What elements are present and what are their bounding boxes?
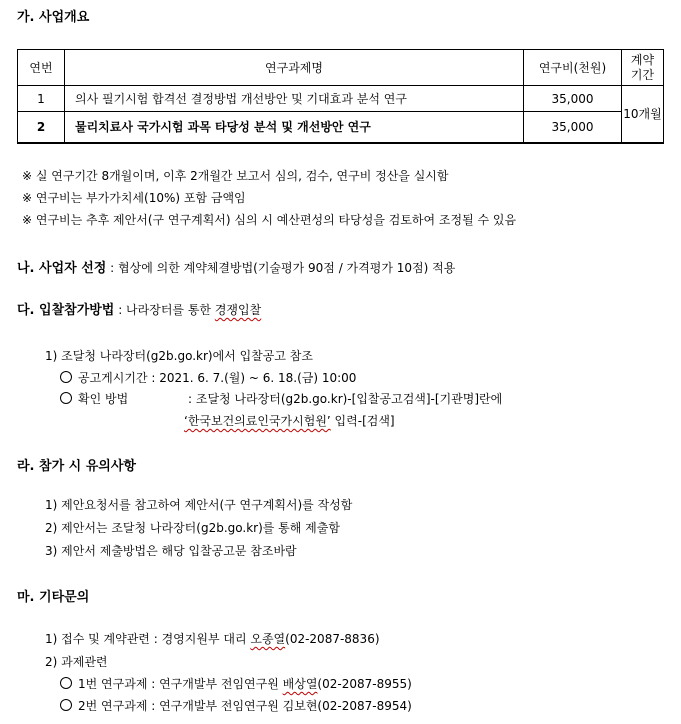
project2-contact-tel: (02-2087-8954)	[317, 699, 412, 713]
note-line: ※ 연구비는 추후 제안서(구 연구계획서) 심의 시 예산편성의 타당성을 검토하여 조정될 수 있음	[22, 213, 517, 227]
list-item	[60, 369, 356, 386]
check-method-tail: 입력-[검색]	[330, 414, 395, 428]
contract-contact-name: 오종열	[250, 632, 286, 646]
list-item: 1) 제안요청서를 참고하여 제안서(구 연구계획서)를 작성함	[45, 498, 353, 512]
project2-contact: 2번 연구과제 : 연구개발부 전임연구원 김보현	[78, 699, 318, 713]
circle-bullet-icon	[60, 392, 72, 404]
list-item: 2) 제안서는 조달청 나라장터(g2b.go.kr)를 통해 제출함	[45, 521, 340, 535]
section-title-selection: 나. 사업자 선정	[17, 261, 107, 276]
circle-bullet-icon	[60, 699, 72, 711]
project-table	[17, 49, 664, 144]
note-line: ※ 연구비는 부가가치세(10%) 포함 금액임	[22, 191, 246, 205]
list-item	[60, 390, 502, 407]
list-item: 1) 조달청 나라장터(g2b.go.kr)에서 입찰공고 참조	[45, 349, 313, 363]
table-row	[18, 112, 664, 143]
list-item: 3) 제안서 제출방법은 해당 입찰공고문 참조바람	[45, 544, 297, 558]
selection-body: : 협상에 의한 계약체결방법(기술평가 90점 / 가격평가 10점) 적용	[106, 261, 456, 275]
row-title: 물리치료사 국가시험 과목 타당성 분석 및 개선방안 연구	[65, 112, 524, 143]
section-selection	[17, 257, 455, 276]
note-line: ※ 실 연구기간 8개월이며, 이후 2개월간 보고서 심의, 검수, 연구비 정산을 실시함	[22, 169, 449, 183]
bidding-body-term: 경쟁입찰	[214, 303, 262, 317]
posting-period: 공고게시기간 : 2021. 6. 7.(월) ~ 6. 18.(금) 10:00	[78, 371, 357, 385]
section-title-overview: 가. 사업개요	[17, 10, 90, 25]
header-period-line2: 기간	[630, 67, 655, 82]
project1-contact-name: 배상열	[282, 677, 318, 691]
row-no: 2	[18, 112, 65, 143]
check-method-continuation	[184, 412, 395, 429]
project1-contact: 1번 연구과제 : 연구개발부 전임연구원	[78, 677, 283, 691]
section-bidding	[17, 299, 261, 318]
table-header-row	[18, 50, 664, 86]
contract-contact: 1) 접수 및 계약관련 : 경영지원부 대리	[45, 632, 251, 646]
circle-bullet-icon	[60, 677, 72, 689]
list-item	[60, 697, 412, 714]
list-item	[60, 675, 412, 692]
header-period	[622, 50, 664, 86]
table-row	[18, 86, 664, 112]
header-title: 연구과제명	[65, 50, 524, 86]
header-period-line1: 계약	[630, 52, 655, 67]
row-cost: 35,000	[524, 112, 622, 143]
contract-period: 10개월	[622, 86, 664, 143]
list-item: 2) 과제관련	[45, 655, 108, 669]
contract-contact-tel: (02-2087-8836)	[285, 632, 380, 646]
header-cost: 연구비(천원)	[524, 50, 622, 86]
section-title-bidding: 다. 입찰참가방법	[17, 303, 115, 318]
check-method-body: : 조달청 나라장터(g2b.go.kr)-[입찰공고검색]-[기관명]란에	[188, 392, 503, 406]
header-no: 연번	[18, 50, 65, 86]
row-cost: 35,000	[524, 86, 622, 112]
row-title: 의사 필기시험 합격선 결정방법 개선방안 및 기대효과 분석 연구	[65, 86, 524, 112]
section-title-inquiries: 마. 기타문의	[17, 590, 90, 605]
project1-contact-tel: (02-2087-8955)	[317, 677, 412, 691]
list-item	[45, 630, 380, 647]
row-no: 1	[18, 86, 65, 112]
bidding-body: : 나라장터를 통한	[114, 303, 215, 317]
section-title-precautions: 라. 참가 시 유의사항	[17, 459, 136, 474]
check-method-label: 확인 방법	[78, 392, 129, 406]
circle-bullet-icon	[60, 371, 72, 383]
institution-name: ‘한국보건의료인국가시험원’	[184, 414, 331, 428]
